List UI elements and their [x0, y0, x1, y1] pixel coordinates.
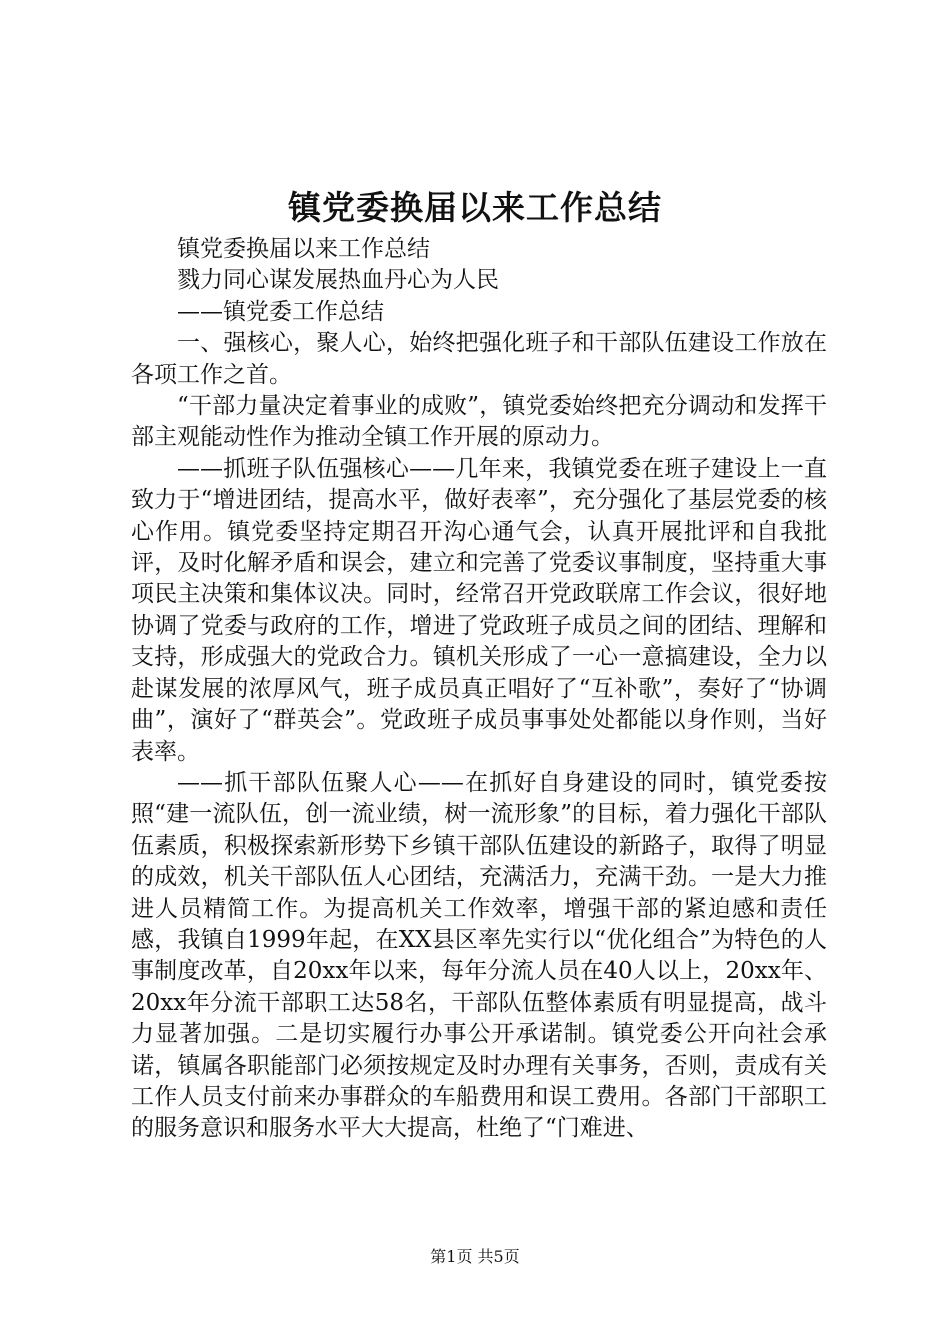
paragraph-byline: ——镇党委工作总结 [177, 298, 384, 325]
document-body [131, 234, 827, 1145]
paragraph: “干部力量决定着事业的成败”，镇党委始终把充分调动和发挥干部主观能动性作为推动全镇工作开展的原动力。 [131, 393, 827, 451]
paragraph-section-heading: 一、强核心，聚人心，始终把强化班子和干部队伍建设工作放在各项工作之首。 [131, 330, 827, 388]
paragraph-subtitle: 镇党委换届以来工作总结 [177, 236, 430, 262]
paragraph: ——抓干部队伍聚人心——在抓好自身建设的同时，镇党委按照“建一流队伍，创一流业绩，树一流形象”的目标，着力强化干部队伍素质，积极探索新形势下乡镇干部队伍建设的新路子，取得了明显的成效，机关干部队伍人心团结，充满活力，充满干劲。一是大力推进人员精简工作。为提高机关工作效率，增强干部的紧迫感和责任感，我镇自1999年起，在XX县区率先实行以“优化组合”为特色的人事制度改革，自20xx年以来，每年分流人员在40人以上，20xx年、20xx年分流干部职工达58名，干部队伍整体素质有明显提高，战斗力显著加强。二是切实履行办事公开承诺制。镇党委公开向社会承诺，镇属各职能部门必须按规定及时办理有关事务，否则，责成有关工作人员支付前来办事群众的车船费用和误工费用。各部门干部职工的服务意识和服务水平大大提高，杜绝了“门难进、 [131, 769, 827, 1142]
paragraph: ——抓班子队伍强核心——几年来，我镇党委在班子建设上一直致力于“增进团结，提高水平，做好表率”，充分强化了基层党委的核心作用。镇党委坚持定期召开沟心通气会，认真开展批评和自我批评，及时化解矛盾和误会，建立和完善了党委议事制度，坚持重大事项民主决策和集体议决。同时，经常召开党政联席工作会议，很好地协调了党委与政府的工作，增进了党政班子成员之间的团结、理解和支持，形成强大的党政合力。镇机关形成了一心一意搞建设，全力以赴谋发展的浓厚风气，班子成员真正唱好了“互补歌”，奏好了“协调曲”，演好了“群英会”。党政班子成员事事处处都能以身作则，当好表率。 [131, 455, 827, 765]
page-number: 第1页 共5页 [430, 1247, 520, 1266]
document-title: 镇党委换届以来工作总结 [288, 188, 662, 227]
paragraph-slogan: 戮力同心谋发展热血丹心为人民 [177, 267, 499, 294]
